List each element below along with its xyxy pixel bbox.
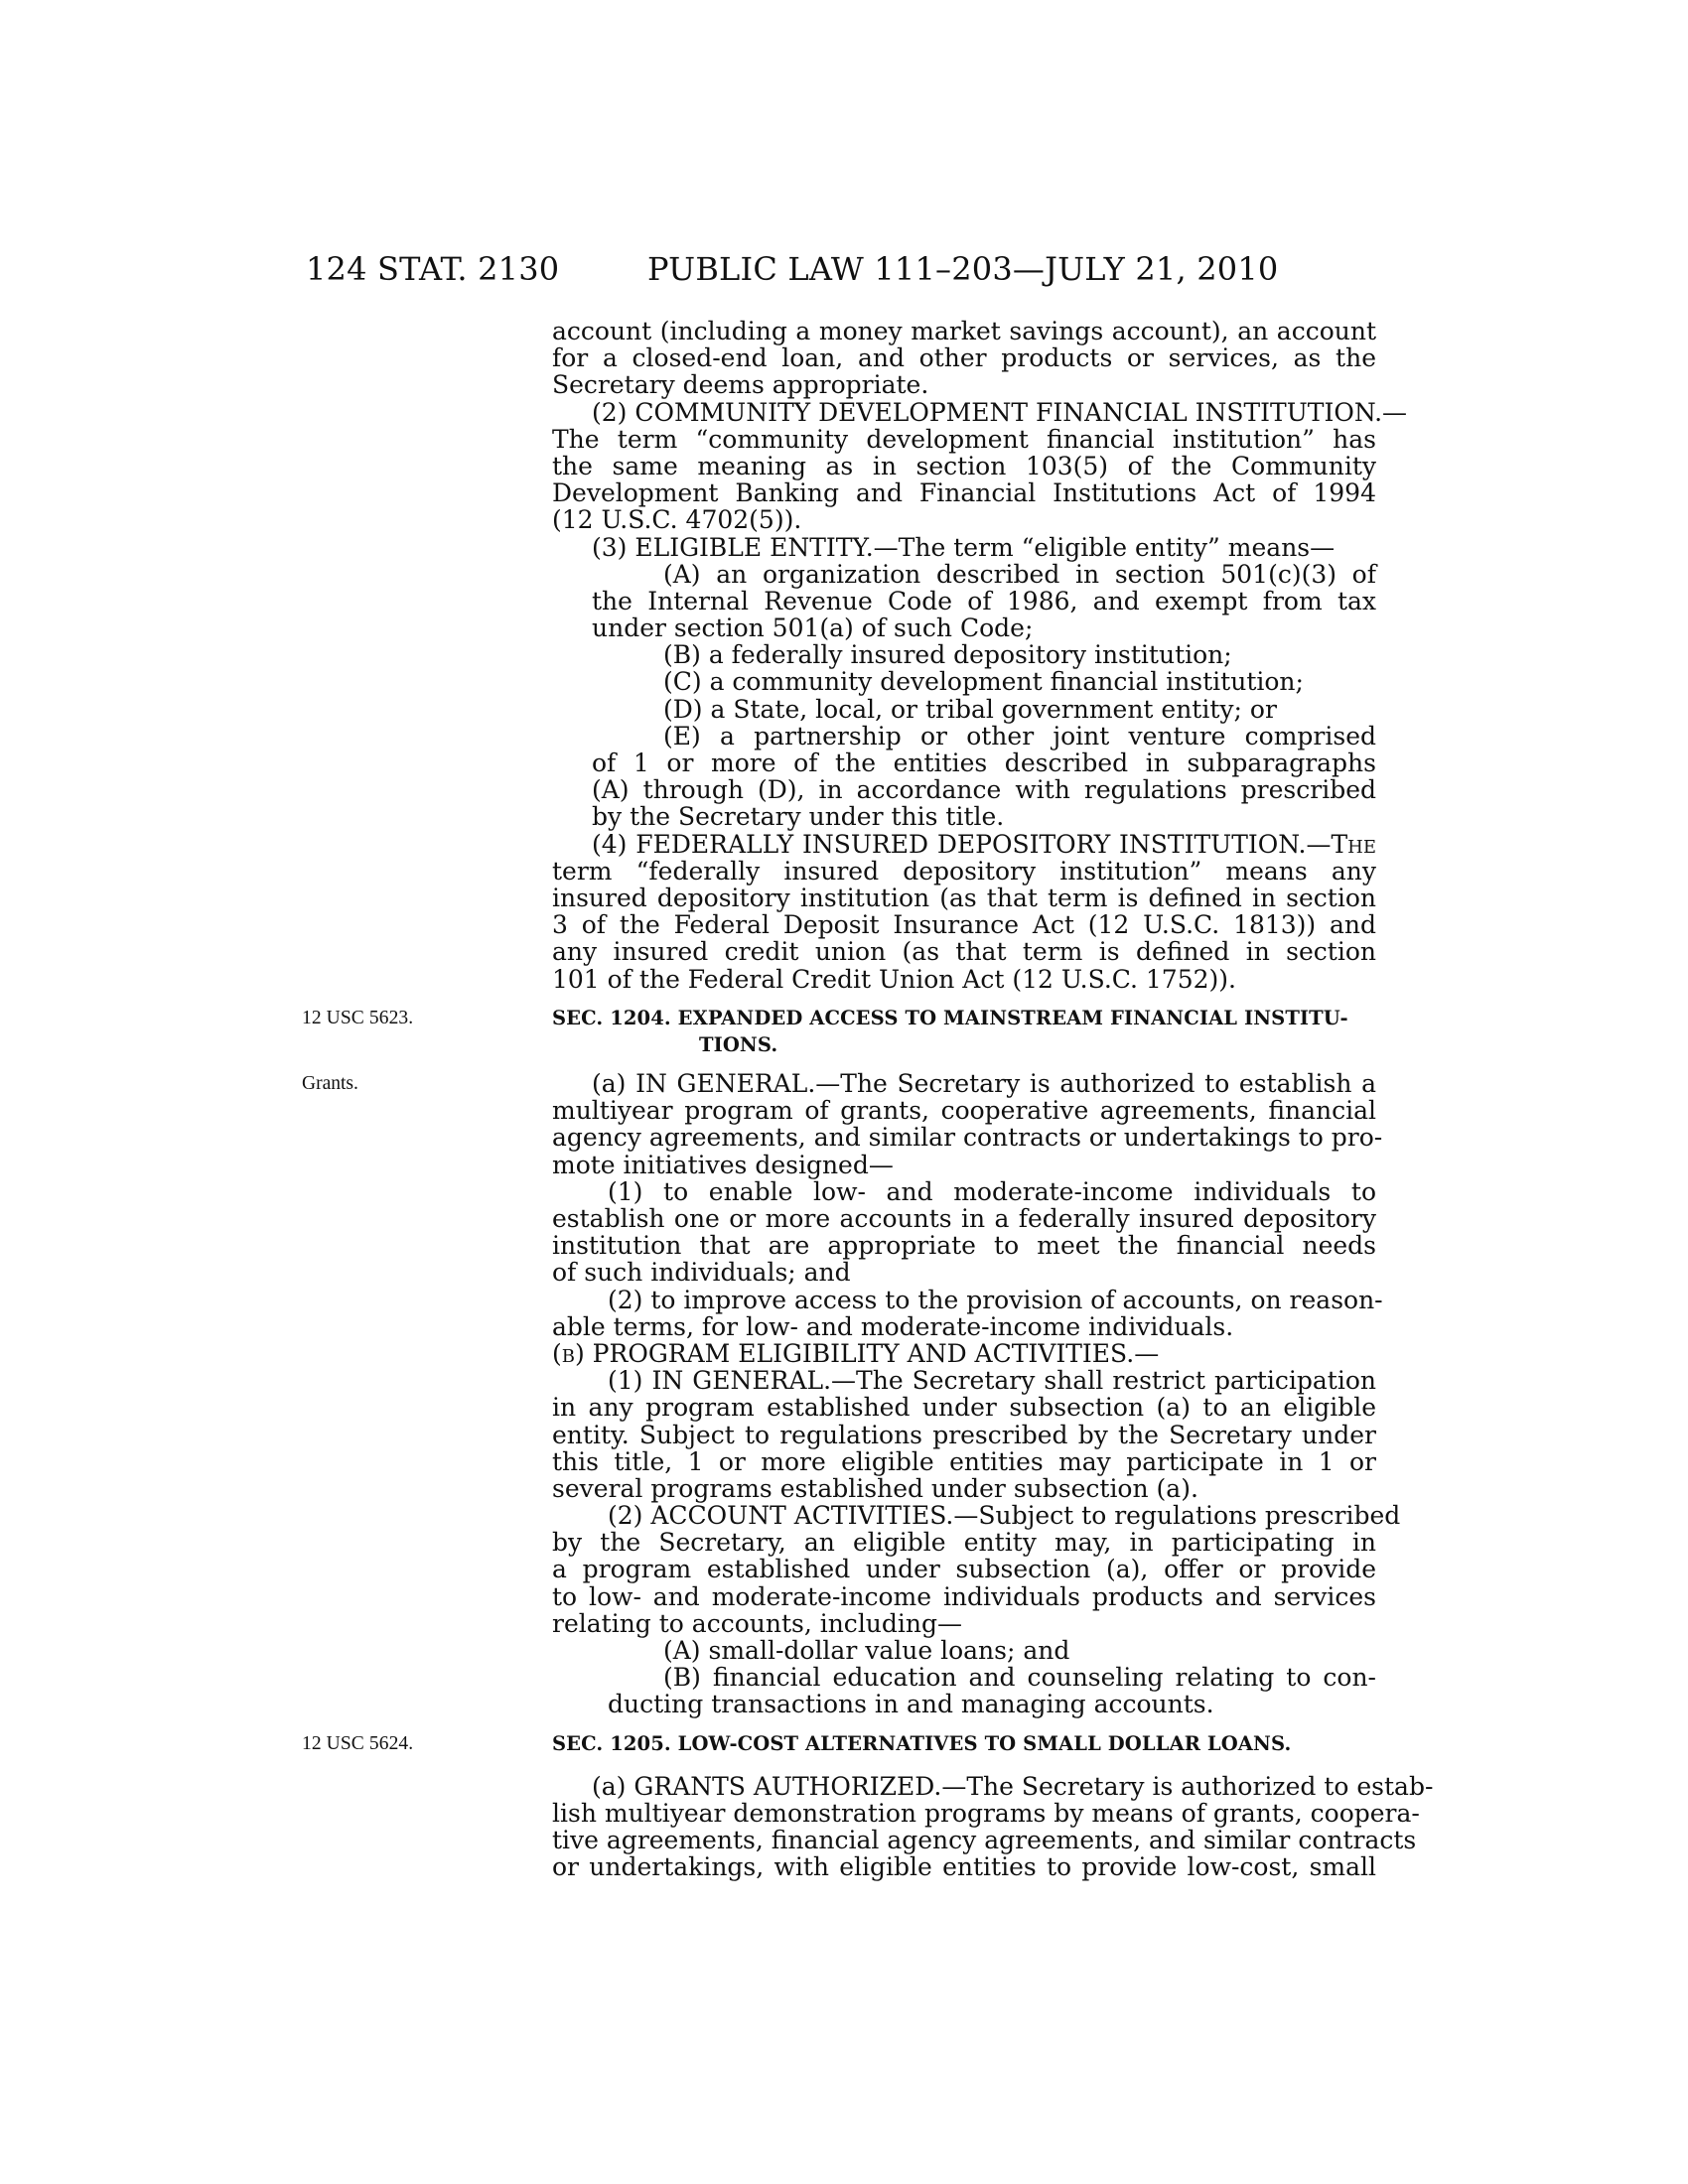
text-line: multiyear program of grants, cooperative agreements, financial — [552, 1096, 1376, 1126]
paragraph-heading: (2) ACCOUNT ACTIVITIES.—Subject to regulations prescribed — [608, 1501, 1401, 1531]
text-line: in any program established under subsection (a) to an eligible — [552, 1393, 1376, 1423]
text-line: the Internal Revenue Code of 1986, and exempt from tax — [592, 586, 1376, 615]
text-line: by the Secretary, an eligible entity may, in participating in — [552, 1528, 1376, 1558]
subsection-heading: (a) GRANTS AUTHORIZED.—The Secretary is authorized to estab- — [592, 1771, 1434, 1801]
text-line: or undertakings, with eligible entities to provide low-cost, small — [552, 1852, 1376, 1882]
text-line: (A) an organization described in section 501(c)(3) of — [663, 559, 1376, 589]
text-line: to low- and moderate-income individuals products and services — [552, 1581, 1376, 1611]
text-line: (B) a federally insured depository institution; — [663, 640, 1232, 670]
text-line: (E) a partnership or other joint venture comprised — [663, 721, 1376, 751]
text-line: any insured credit union (as that term is defined in section — [552, 937, 1376, 967]
paragraph-heading: (4) FEDERALLY INSURED DEPOSITORY INSTITUTION.—The — [592, 829, 1376, 859]
text-line: for a closed-end loan, and other products or services, as the — [552, 343, 1376, 373]
text-line: term “federally insured depository institution” means any — [552, 856, 1376, 886]
text-line: 3 of the Federal Deposit Insurance Act (12 U.S.C. 1813)) and — [552, 910, 1376, 940]
paragraph-heading: (2) COMMUNITY DEVELOPMENT FINANCIAL INSTITUTION.— — [592, 397, 1408, 427]
text-line: Development Banking and Financial Institutions Act of 1994 — [552, 478, 1376, 508]
text-line: 101 of the Federal Credit Union Act (12 U.S.C. 1752)). — [552, 964, 1236, 994]
subsection-heading: Grants. (a) IN GENERAL.—The Secretary is authorized to establish a — [302, 1069, 1376, 1099]
text-line: a program established under subsection (a), offer or provide — [552, 1555, 1376, 1584]
statute-text — [302, 317, 1434, 1882]
text-line: establish one or more accounts in a federally insured depository — [552, 1204, 1376, 1233]
text-line: (12 U.S.C. 4702(5)). — [552, 505, 802, 535]
running-head-title: PUBLIC LAW 111–203—JULY 21, 2010 — [647, 250, 1279, 288]
text-line: (2) to improve access to the provision of accounts, on reason- — [608, 1285, 1383, 1314]
subsection-heading: (b) PROGRAM ELIGIBILITY AND ACTIVITIES.— — [552, 1338, 1160, 1368]
text-line: this title, 1 or more eligible entities may participate in 1 or — [552, 1446, 1376, 1476]
text-line: (A) through (D), in accordance with regulations prescribed — [592, 775, 1376, 805]
text-line: (C) a community development financial institution; — [663, 667, 1304, 697]
margin-note-usc-5623: 12 USC 5623. — [302, 1007, 414, 1028]
text-line: (D) a State, local, or tribal government entity; or — [663, 694, 1277, 724]
text-line: account (including a money market savings account), an account — [552, 317, 1376, 345]
text-line: mote initiatives designed— — [552, 1150, 894, 1179]
text-line: (1) to enable low- and moderate-income individuals to — [608, 1176, 1376, 1206]
text-line: several programs established under subsection (a). — [552, 1473, 1198, 1503]
text-line: (B) financial education and counseling relating to con- — [663, 1663, 1376, 1693]
section-heading-1204: 12 USC 5623. SEC. 1204. EXPANDED ACCESS TO MAINSTREAM FINANCIAL INSTITU- — [302, 1006, 1348, 1029]
text-line: The term “community development financial institution” has — [552, 424, 1376, 454]
text-line: of such individuals; and — [552, 1258, 851, 1288]
text-line: (A) small-dollar value loans; and — [663, 1636, 1070, 1665]
text-line: able terms, for low- and moderate-income individuals. — [552, 1311, 1234, 1341]
section-heading-1204-cont: TIONS. — [699, 1032, 778, 1056]
text-line: Secretary deems appropriate. — [552, 370, 929, 400]
text-line: relating to accounts, including— — [552, 1608, 963, 1638]
text-line: insured depository institution (as that term is defined in section — [552, 883, 1376, 912]
text-line: by the Secretary under this title. — [592, 802, 1005, 832]
text-line: of 1 or more of the entities described in subparagraphs — [592, 749, 1376, 777]
text-line: tive agreements, financial agency agreements, and similar contracts — [552, 1826, 1417, 1855]
stat-page-number: 124 STAT. 2130 — [306, 250, 560, 288]
text-line: ducting transactions in and managing accounts. — [608, 1690, 1214, 1719]
margin-note-grants: Grants. — [302, 1073, 358, 1095]
text-line: lish multiyear demonstration programs by means of grants, coopera- — [552, 1798, 1420, 1828]
text-line: institution that are appropriate to meet the financial needs — [552, 1231, 1376, 1261]
text-line: under section 501(a) of such Code; — [592, 614, 1034, 643]
text-line: the same meaning as in section 103(5) of the Community — [552, 451, 1376, 480]
text-line: agency agreements, and similar contracts or undertakings to pro- — [552, 1123, 1383, 1153]
paragraph-heading: (3) ELIGIBLE ENTITY.—The term “eligible entity” means— — [592, 532, 1336, 562]
margin-note-usc-5624: 12 USC 5624. — [302, 1732, 414, 1754]
section-heading-1205: 12 USC 5624. SEC. 1205. LOW-COST ALTERNATIVES TO SMALL DOLLAR LOANS. — [302, 1731, 1292, 1755]
text-line: entity. Subject to regulations prescribed by the Secretary under — [552, 1420, 1376, 1449]
paragraph-heading: (1) IN GENERAL.—The Secretary shall restrict participation — [608, 1366, 1376, 1396]
